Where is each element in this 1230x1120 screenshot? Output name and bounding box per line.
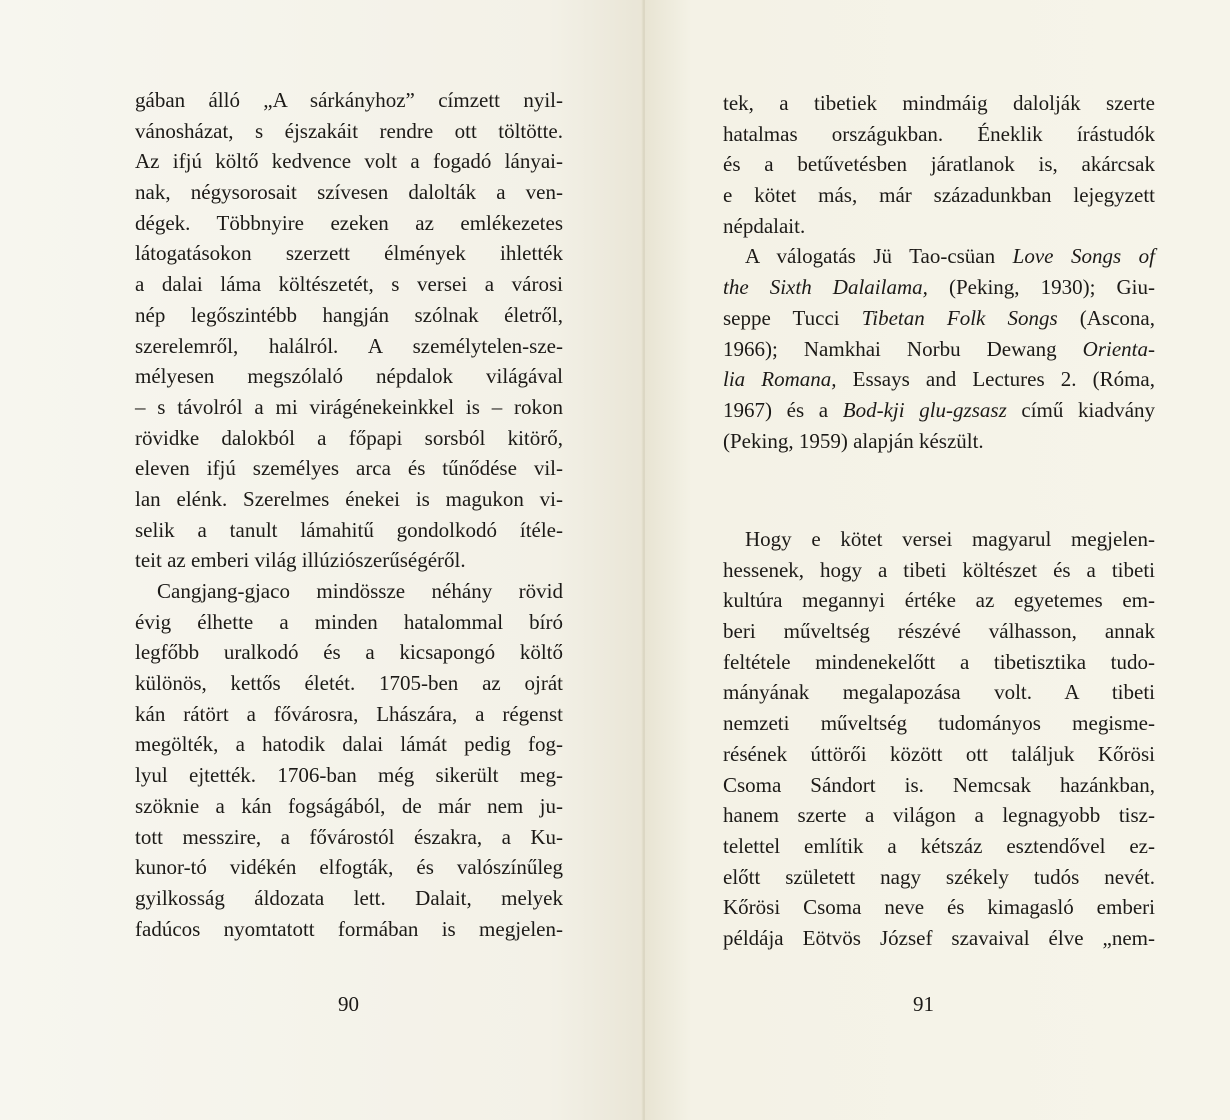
sources-title: the Sixth Dalailama, xyxy=(723,275,928,300)
text-line: nak, négysorosait szívesen dalolták a ven- xyxy=(135,180,563,205)
text-line: hessenek, hogy a tibeti költészet és a tibeti xyxy=(723,557,1155,582)
text-line: kunor-tó vidékén elfogták, és valószínűleg xyxy=(135,855,563,880)
sources-text: című kiadvány xyxy=(1006,397,1156,422)
text-line: vánosházat, s éjszakáit rendre ott töltötte. xyxy=(135,118,563,143)
text-line: tott messzire, a fővárostól északra, a Ku- xyxy=(135,824,563,849)
right-page xyxy=(645,0,1230,1120)
sources-line xyxy=(723,395,1155,426)
text-line: szerelemről, halálról. A személytelen-sze- xyxy=(135,333,563,358)
right-page-body-bottom xyxy=(723,524,1155,954)
text-line: – s távolról a mi virágénekeinkkel is – rokon xyxy=(135,394,563,419)
sources-line xyxy=(723,241,1155,272)
text-line: látogatásokon szerzett élmények ihlették xyxy=(135,241,563,266)
text-line: fadúcos nyomtatott formában is megjelen- xyxy=(135,916,563,941)
text-line: nép legőszintébb hangján szólnak életről, xyxy=(135,302,563,327)
text-line: kultúra megannyi értéke az egyetemes em- xyxy=(723,588,1155,613)
text-line: a dalai láma költészetét, s versei a városi xyxy=(135,272,563,297)
sources-line: (Peking, 1959) alapján készült. xyxy=(723,428,984,453)
sources-title: Tibetan Folk Songs xyxy=(861,305,1058,330)
text-line: különös, kettős életét. 1705-ben az ojrát xyxy=(135,671,563,696)
paragraph-start-line: Cangjang-gjaco mindössze néhány rövid xyxy=(157,579,563,603)
text-line: előtt született nagy székely tudós nevét. xyxy=(723,864,1155,889)
sources-line xyxy=(723,303,1155,334)
sources-title: lia Romana, xyxy=(723,367,837,392)
text-line: megölték, a hatodik dalai lámát pedig fog- xyxy=(135,732,563,757)
text-line: hanem szerte a világon a legnagyobb tisz- xyxy=(723,803,1155,828)
text-line: dégek. Többnyire ezeken az emlékezetes xyxy=(135,210,563,235)
text-line: Az ifjú költő kedvence volt a fogadó lányai- xyxy=(135,149,563,174)
text-line: résének úttörői között ott találjuk Kőrösi xyxy=(723,741,1155,766)
text-line: és a betűvetésben járatlanok is, akárcsak xyxy=(723,152,1155,177)
text-line: hatalmas országukban. Éneklik írástudók xyxy=(723,121,1155,146)
sources-text: (Peking, 1930); Giu- xyxy=(927,275,1155,300)
text-line: gában álló „A sárkányhoz” címzett nyil- xyxy=(135,88,563,112)
text-line: szöknie a kán fogságából, de már nem ju- xyxy=(135,793,563,818)
text-line: rövidke dalokból a főpapi sorsból kitörő, xyxy=(135,425,563,450)
text-line: eleven ifjú személyes arca és tűnődése vil- xyxy=(135,456,563,481)
text-line: beri műveltség részévé válhasson, annak xyxy=(723,619,1155,644)
paragraph-start-line: Hogy e kötet versei magyarul megjelen- xyxy=(745,527,1155,551)
sources-text: 1967) és a xyxy=(723,397,843,422)
text-line: e kötet más, már századunkban lejegyzett xyxy=(723,183,1155,208)
text-line: legfőbb uralkodó és a kicsapongó költő xyxy=(135,640,563,665)
sources-line xyxy=(723,364,1155,395)
sources-text: 1966); Namkhai Norbu Dewang xyxy=(723,336,1083,361)
sources-text: (Ascona, xyxy=(1057,305,1155,330)
sources-title: Orienta- xyxy=(1082,336,1155,361)
text-line: mányának megalapozása volt. A tibeti xyxy=(723,680,1155,705)
sources-line xyxy=(723,272,1155,303)
sources-title: Love Songs of xyxy=(1012,244,1156,269)
text-line: tek, a tibetiek mindmáig dalolják szerte xyxy=(723,91,1155,115)
text-line: selik a tanult lámahitű gondolkodó ítéle- xyxy=(135,517,563,542)
text-line: gyilkosság áldozata lett. Dalait, melyek xyxy=(135,885,563,910)
text-line: mélyesen megszólaló népdalok világával xyxy=(135,364,563,389)
left-page-body xyxy=(135,85,563,944)
page-number-right: 91 xyxy=(913,992,934,1016)
text-line: telettel említik a kétszáz esztendővel ez- xyxy=(723,833,1155,858)
text-line: nemzeti műveltség tudományos megisme- xyxy=(723,711,1155,736)
page-number-left: 90 xyxy=(338,992,359,1016)
text-line: feltétele mindenekelőtt a tibetisztika tudo- xyxy=(723,649,1155,674)
text-line: Kőrösi Csoma neve és kimagasló emberi xyxy=(723,895,1155,920)
paragraph-end-line: népdalait. xyxy=(723,213,806,238)
sources-text: seppe Tucci xyxy=(723,305,862,330)
text-line: lan elénk. Szerelmes énekei is magukon vi- xyxy=(135,486,563,511)
text-line: kán rátört a fővárosra, Lhászára, a régenst xyxy=(135,701,563,726)
paragraph-end-line: teit az emberi világ illúziószerűségéről. xyxy=(135,548,466,573)
text-line: példája Eötvös József szavaival élve „nem- xyxy=(723,925,1155,950)
sources-text: A válogatás Jü Tao-csüan xyxy=(745,244,1013,269)
text-line: évig élhette a minden hatalommal bíró xyxy=(135,609,563,634)
sources-line xyxy=(723,334,1155,365)
sources-text: Essays and Lectures 2. (Róma, xyxy=(836,367,1155,392)
sources-title: Bod-kji glu-gzsasz xyxy=(842,397,1007,422)
right-page-body-top xyxy=(723,88,1155,456)
text-line: lyul ejtették. 1706-ban még sikerült meg- xyxy=(135,763,563,788)
text-line: Csoma Sándort is. Nemcsak hazánkban, xyxy=(723,772,1155,797)
